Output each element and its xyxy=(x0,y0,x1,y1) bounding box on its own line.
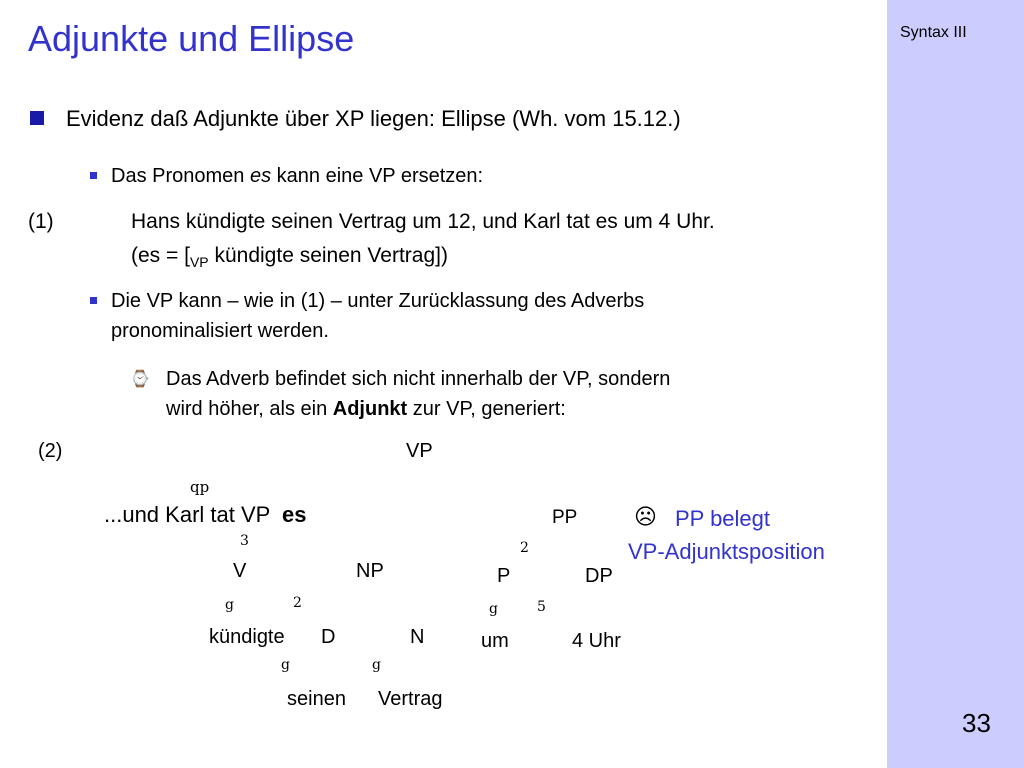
sidebar-title: Syntax III xyxy=(900,24,967,41)
sub-bullet-3-line-2 xyxy=(166,398,566,421)
bullet-1-text: Evidenz daß Adjunkte über XP liegen: Ellipse (Wh. vom 15.12.) xyxy=(66,106,681,131)
example-1-line-2 xyxy=(131,244,448,268)
example-1-line-2-pre: (es = [ xyxy=(131,244,190,267)
example-1-line-1: Hans kündigte seinen Vertrag um 12, und Karl tat es um 4 Uhr. xyxy=(131,210,715,233)
tree-d: D xyxy=(321,626,336,648)
sub-bullet-icon xyxy=(90,172,97,179)
note-line-1: PP belegt xyxy=(675,506,771,531)
tree-branch-2-np: 2 xyxy=(293,595,302,611)
tree-v: V xyxy=(233,560,247,582)
note-line-2: VP-Adjunktsposition xyxy=(628,539,825,564)
clock-icon: ⌚ xyxy=(130,369,150,388)
sub-bullet-2-line-1: Die VP kann – wie in (1) – unter Zurücklassung des Adverbs xyxy=(111,290,645,312)
example-1-line-2-post: kündigte seinen Vertrag]) xyxy=(208,244,448,267)
slide-title: Adjunkte und Ellipse xyxy=(28,18,355,59)
sub-bullet-icon xyxy=(90,297,97,304)
tree-p: P xyxy=(497,565,511,587)
page-number: 33 xyxy=(962,708,991,738)
tree-seinen: seinen xyxy=(287,688,346,710)
sub-bullet-3-pre: wird höher, als ein xyxy=(166,398,333,420)
tree-branch-2-pp: 2 xyxy=(520,540,529,556)
tree-branch-qp: qp xyxy=(190,478,210,496)
tree-pp: PP xyxy=(552,507,578,528)
sub-bullet-3-line-1: Das Adverb befindet sich nicht innerhalb der VP, sondern xyxy=(166,368,671,390)
sub-bullet-1-post: kann eine VP ersetzen: xyxy=(271,165,484,187)
example-1-number: (1) xyxy=(28,210,54,233)
tree-kuendigte: kündigte xyxy=(209,626,285,648)
tree-branch-5: 5 xyxy=(537,599,546,615)
sub-bullet-1-pre: Das Pronomen xyxy=(111,165,250,187)
tree-vertrag: Vertrag xyxy=(378,688,443,710)
tree-overlay-es: es xyxy=(282,502,307,527)
sub-bullet-3-bold: Adjunkt xyxy=(332,398,408,420)
tree-dp: DP xyxy=(585,565,613,587)
tree-branch-g-3: g xyxy=(372,657,381,673)
tree-branch-g-1: g xyxy=(225,597,234,613)
sub-bullet-2-line-2: pronominalisiert werden. xyxy=(111,320,329,342)
tree-np: NP xyxy=(356,560,384,582)
tree-n: N xyxy=(410,626,425,648)
bullet-square-icon xyxy=(30,111,44,125)
tree-branch-3: 3 xyxy=(240,533,249,549)
example-1-subscript: VP xyxy=(189,254,209,270)
tree-4-uhr: 4 Uhr xyxy=(572,630,621,652)
frown-icon: ☹ xyxy=(634,505,657,530)
sub-bullet-3-post: zur VP, generiert: xyxy=(407,398,566,420)
tree-branch-g-4: g xyxy=(489,601,498,617)
sidebar xyxy=(887,0,1024,768)
tree-vp-root: VP xyxy=(406,440,433,462)
sub-bullet-1-em: es xyxy=(249,165,272,187)
tree-overlay-text: ...und Karl tat VP xyxy=(104,502,271,527)
tree-um: um xyxy=(481,630,509,652)
example-2-number: (2) xyxy=(38,440,63,462)
sub-bullet-1-text xyxy=(111,165,483,188)
tree-branch-g-2: g xyxy=(281,657,290,673)
